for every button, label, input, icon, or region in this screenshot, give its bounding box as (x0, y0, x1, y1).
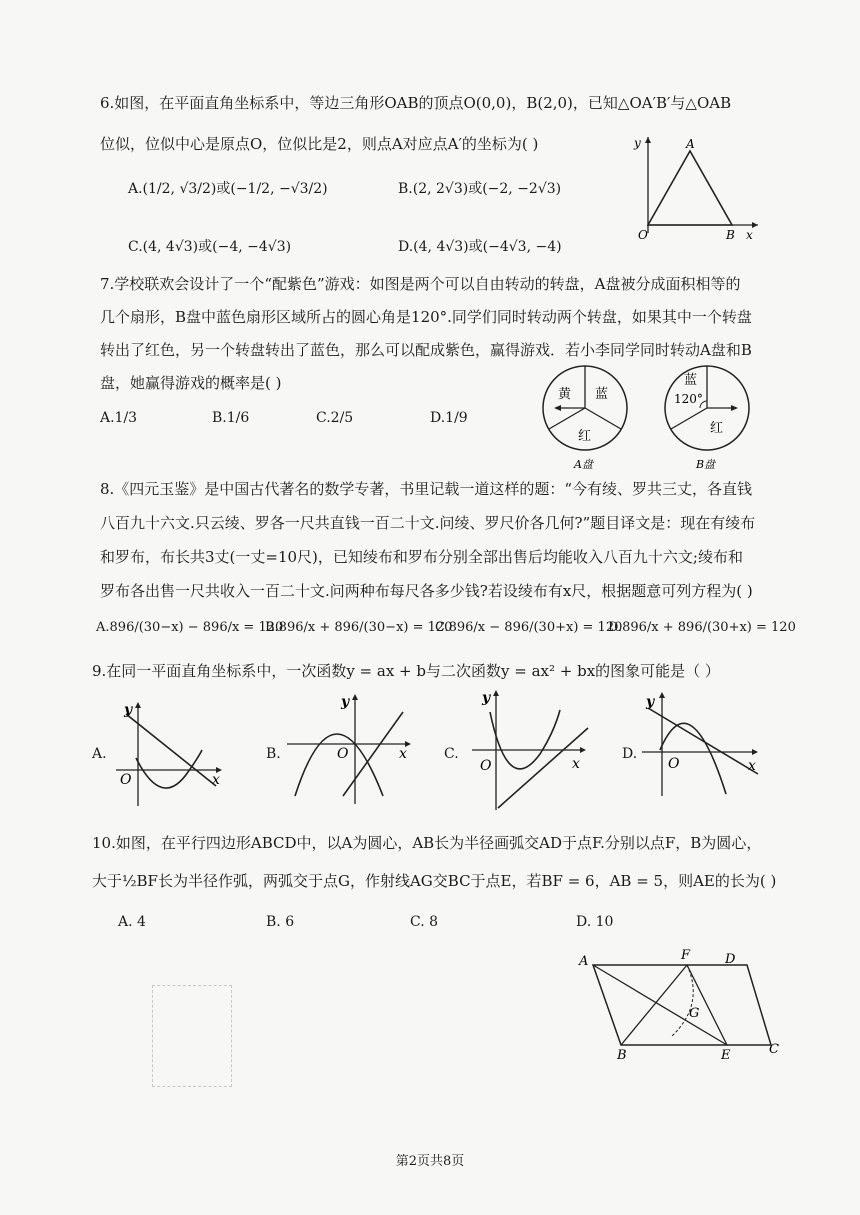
q10-label-c: C (769, 1042, 779, 1057)
q9-label-c: C. (444, 746, 459, 762)
disk-b-blue: 蓝 (684, 373, 698, 388)
q10-parallelogram-figure (575, 945, 785, 1065)
q6-option-c: C.(4, 4√3)或(−4, −4√3) (128, 239, 292, 255)
q9d-y: y (646, 694, 655, 710)
q9-graph-b (285, 692, 415, 807)
disk-a-red: 红 (578, 429, 592, 444)
q8-line4: 罗布各出售一尺共收入一百二十文.问两种布每尺各多少钱?若设绫布有x尺，根据题意可列方程为( ) (100, 582, 753, 600)
q9b-y: y (341, 694, 350, 710)
q9b-o: O (337, 746, 349, 762)
q7-disk-a (540, 362, 635, 474)
q10-line2: 大于½BF长为半径作弧，两弧交于点G，作射线AG交BC于点E，若BF = 6，AB = 5，则AE的长为( ) (92, 872, 777, 890)
q9-label-a: A. (92, 746, 107, 762)
q6-triangle-figure (628, 133, 763, 243)
q9c-y: y (482, 690, 491, 706)
q10-label-g: G (689, 1006, 700, 1021)
disk-b-caption: B盘 (696, 458, 716, 471)
q6-line2: 位似，位似中心是原点O，位似比是2，则点A对应点A′的坐标为( ) (100, 135, 539, 153)
disk-b-angle: 120° (674, 392, 703, 406)
q7-line1: 7.学校联欢会设计了一个“配紫色”游戏：如图是两个可以自由转动的转盘，A盘被分成面积相等的 (100, 275, 741, 293)
q9-label-b: B. (266, 746, 281, 762)
bleed-through-box (152, 985, 232, 1087)
q9c-o: O (480, 758, 492, 774)
q9-graph-a (112, 700, 227, 810)
q7-option-a: A.1/3 (100, 410, 138, 426)
q6-option-a: A.(1/2, √3/2)或(−1/2, −√3/2) (128, 181, 328, 197)
q8-line3: 和罗布，布长共3丈(一丈=10尺)，已知绫布和罗布分别全部出售后均能收入八百九十六文;绫布和 (100, 548, 743, 566)
q9d-o: O (668, 756, 680, 772)
disk-a-blue: 蓝 (595, 387, 609, 402)
q7-disk-b (662, 362, 757, 474)
q6-option-b: B.(2, 2√3)或(−2, −2√3) (398, 181, 562, 197)
disk-a-caption: A盘 (574, 458, 593, 471)
q10-option-a: A. 4 (118, 914, 146, 930)
q7-line3: 转出了红色，另一个转盘转出了蓝色，那么可以配成紫色，赢得游戏．若小李同学同时转动A盘和B (100, 341, 752, 359)
disk-a-yellow: 黄 (558, 387, 572, 402)
q10-label-b: B (617, 1048, 627, 1063)
q7-option-b: B.1/6 (212, 410, 250, 426)
q9-line1: 9.在同一平面直角坐标系中，一次函数y = ax + b与二次函数y = ax² + bx的图象可能是（ ） (92, 662, 720, 680)
q7-option-d: D.1/9 (430, 410, 468, 426)
q8-option-b: B.896/x + 896/(30−x) = 120 (265, 620, 453, 635)
q6-a-label: A (686, 137, 695, 151)
q6-x-label: x (746, 228, 753, 242)
q10-label-a: A (579, 954, 589, 969)
q10-label-f: F (681, 948, 691, 963)
q9-graph-d (640, 690, 765, 800)
q7-line2: 几个扇形，B盘中蓝色扇形区域所占的圆心角是120°.同学们同时转动两个转盘，如果其中一个转盘 (100, 308, 752, 326)
q8-option-c: C.896/x − 896/(30+x) = 120 (435, 620, 623, 635)
q9-label-d: D. (622, 746, 638, 762)
q6-y-label: y (634, 136, 641, 150)
q9a-x: x (212, 772, 220, 788)
q10-option-c: C. 8 (410, 914, 439, 930)
q8-line2: 八百九十六文.只云绫、罗各一尺共直钱一百二十文.问绫、罗尺价各几何?”题目译文是：现在有绫布 (100, 514, 756, 532)
q6-b-label: B (726, 228, 735, 242)
q10-option-d: D. 10 (576, 914, 614, 930)
disk-b-red: 红 (710, 421, 724, 436)
q10-option-b: B. 6 (266, 914, 295, 930)
q9c-x: x (572, 756, 580, 772)
q9a-y: y (124, 702, 133, 718)
q7-line4: 盘，她赢得游戏的概率是( ) (100, 374, 282, 392)
q9a-o: O (120, 772, 132, 788)
q10-line1: 10.如图，在平行四边形ABCD中，以A为圆心，AB长为半径画弧交AD于点F.分别以点F，B为圆心， (92, 834, 762, 852)
q7-option-c: C.2/5 (316, 410, 354, 426)
q9b-x: x (399, 746, 407, 762)
q10-label-d: D (725, 952, 736, 967)
q6-option-d: D.(4, 4√3)或(−4√3, −4) (398, 239, 562, 255)
q8-line1: 8.《四元玉鉴》是中国古代著名的数学专著，书里记载一道这样的题：“今有绫、罗共三丈，各直钱 (100, 480, 752, 498)
q9-graph-c (468, 688, 593, 813)
q6-line1: 6.如图，在平面直角坐标系中，等边三角形OAB的顶点O(0,0)，B(2,0)，已知△OA′B′与△OAB (100, 94, 732, 112)
q9d-x: x (748, 758, 756, 774)
page-footer: 第2页共8页 (395, 1154, 465, 1169)
q6-o-label: O (638, 228, 648, 242)
q8-option-a: A.896/(30−x) − 896/x = 120 (96, 620, 284, 635)
q10-label-e: E (721, 1048, 731, 1063)
q8-option-d: D.896/x + 896/(30+x) = 120 (608, 620, 796, 635)
